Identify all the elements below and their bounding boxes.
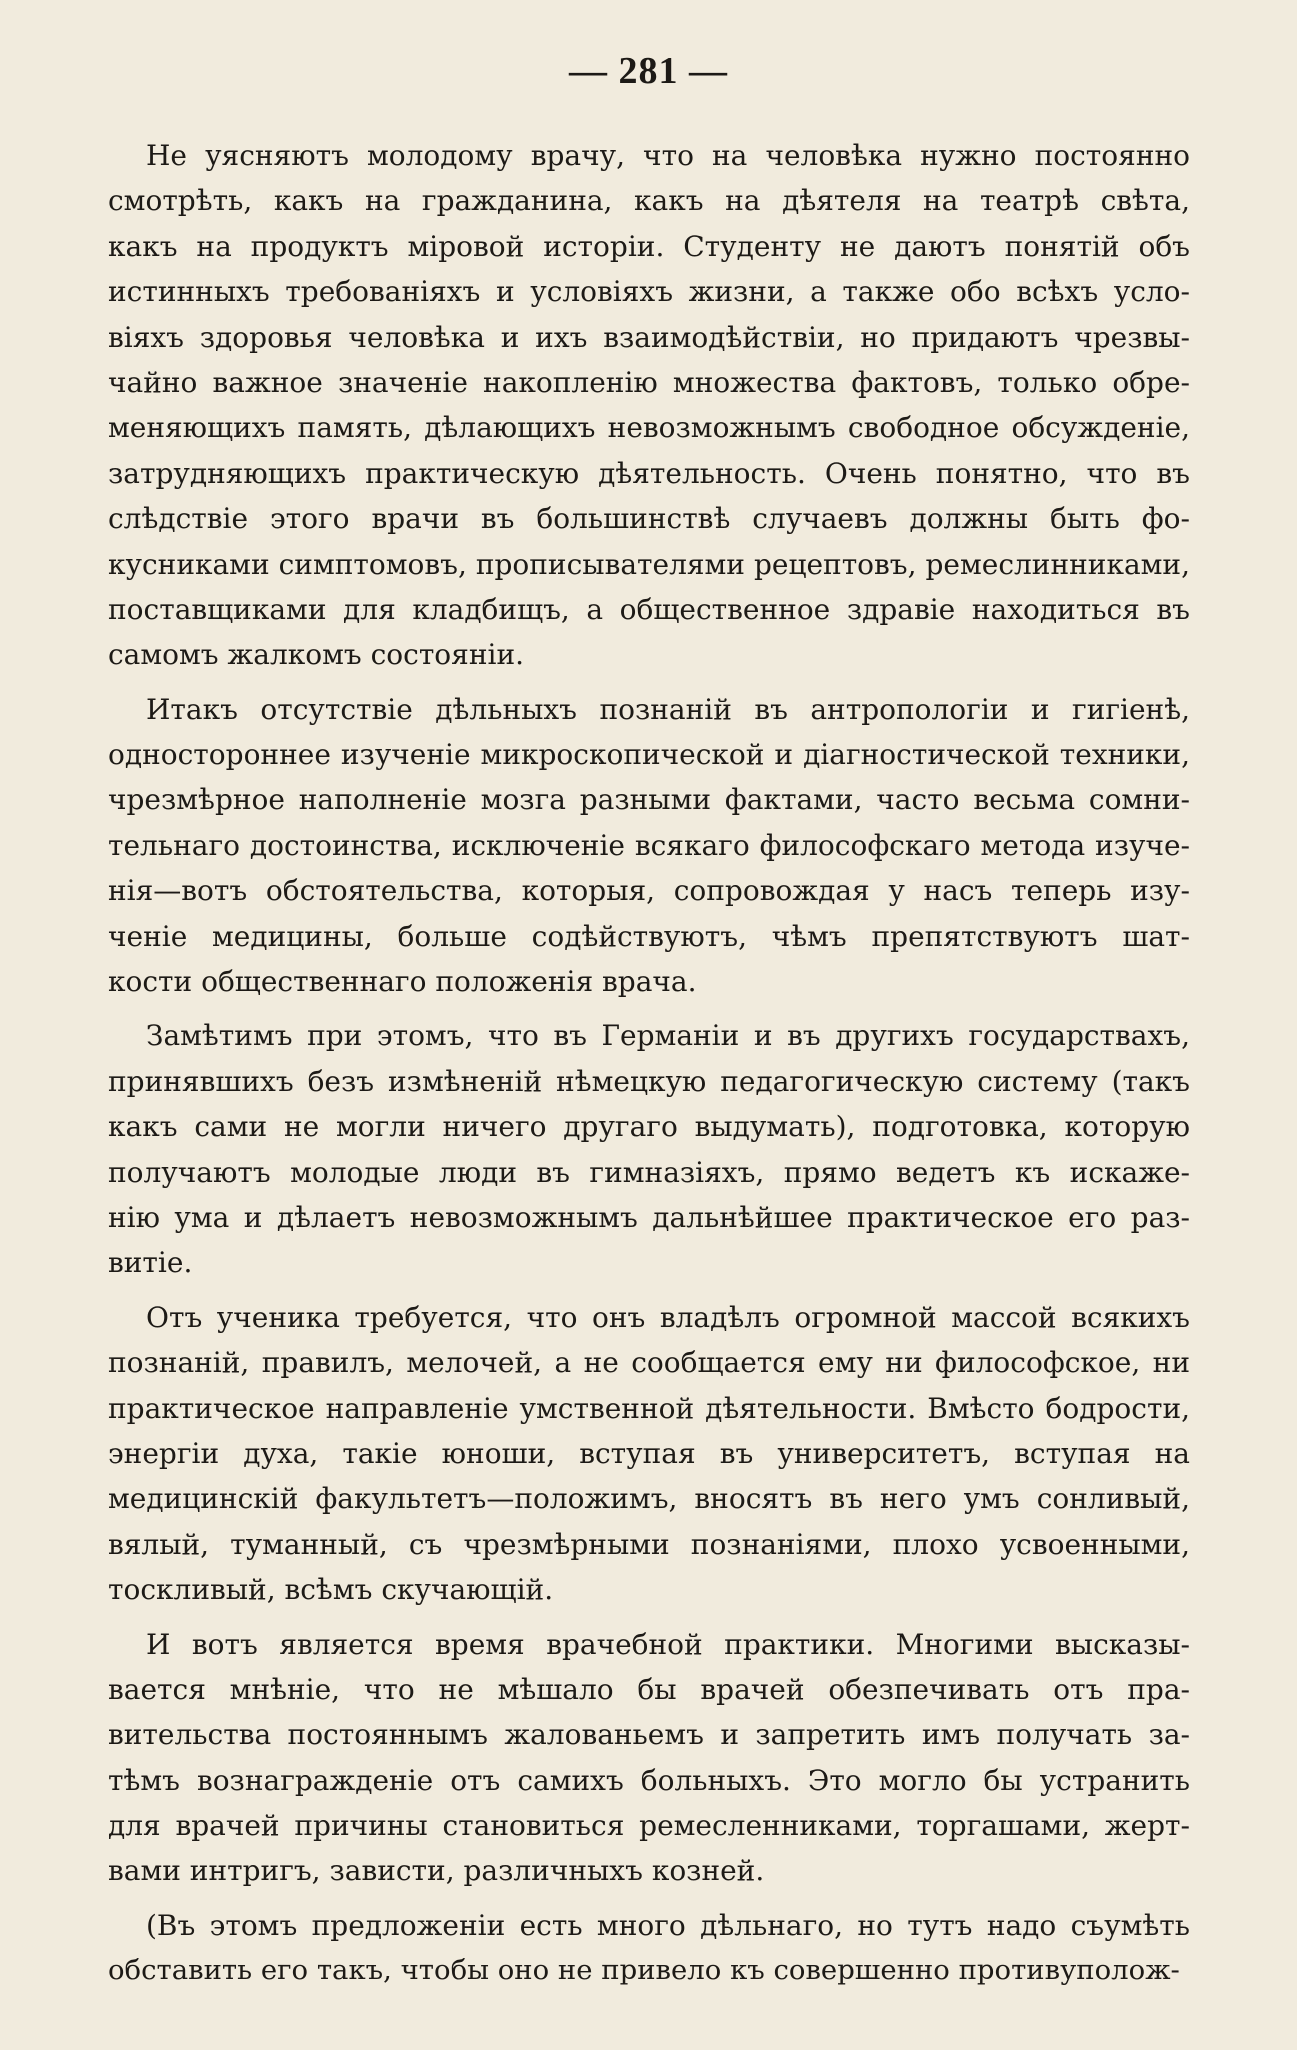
paragraph [108,1295,1190,1613]
text-line: віяхъ здоровья человѣка и ихъ взаимодѣйствіи, но придаютъ чрезвы- [108,320,1190,354]
text-line: И вотъ является время врачебной практики. Многими высказы- [146,1627,1190,1661]
text-line: познаній, правилъ, мелочей, а не сообщается ему ни философское, ни [108,1346,1190,1380]
text-line: нія—вотъ обстоятельства, которыя, сопровождая у насъ теперь изу- [108,874,1190,908]
text-line: ченіе медицины, больше содѣйствуютъ, чѣмъ препятствуютъ шат- [108,919,1190,953]
paragraph [108,1903,1190,1994]
text-line: получаютъ молодые люди въ гимназіяхъ, прямо ведетъ къ искаже- [108,1155,1190,1189]
text-line: вительства постояннымъ жалованьемъ и запретить имъ получать за- [108,1718,1190,1752]
text-line: тельнаго достоинства, исключеніе всякаго философскаго метода изуче- [108,828,1190,862]
paragraph [108,133,1190,678]
text-line: витіе. [108,1246,193,1280]
paragraph [108,1622,1190,1894]
text-line: тоскливый, всѣмъ скучающій. [108,1573,554,1607]
body-text [108,133,1190,2003]
text-line: для врачей причины становиться ремесленниками, торгашами, жерт- [108,1809,1190,1843]
text-line: нію ума и дѣлаетъ невозможнымъ дальнѣйшее практическое его раз- [108,1200,1190,1234]
text-line: чайно важное значеніе накопленію множества фактовъ, только обре- [108,365,1190,399]
page-number: — 281 — [569,50,728,92]
text-line: слѣдствіе этого врачи въ большинствѣ случаевъ должны быть фо- [108,502,1190,536]
text-line: истинныхъ требованіяхъ и условіяхъ жизни, а также обо всѣхъ усло- [108,275,1190,309]
text-line: (Въ этомъ предложеніи есть много дѣльнаго, но тутъ надо съумѣть [146,1908,1190,1942]
text-line: поставщиками для кладбищъ, а общественное здравіе находиться въ [108,592,1190,626]
paragraph [108,1013,1190,1285]
text-line: вами интригъ, зависти, различныхъ козней. [108,1854,765,1888]
text-line: Отъ ученика требуется, что онъ владѣлъ огромной массой всякихъ [146,1300,1190,1334]
text-line: кусниками симптомовъ, прописывателями рецептовъ, ремеслинниками, [108,547,1190,581]
text-line: вялый, туманный, съ чрезмѣрными познаніями, плохо усвоенными, [108,1527,1190,1561]
text-line: обставить его такъ, чтобы оно не привело къ совершенно противуполож- [108,1954,1180,1987]
text-line: одностороннее изученіе микроскопической и діагностической техники, [108,738,1190,772]
text-line: какъ сами не могли ничего другаго выдумать), подготовка, которую [108,1110,1190,1144]
text-line: принявшихъ безъ измѣненій нѣмецкую педагогическую систему (такъ [108,1064,1190,1098]
text-line: вается мнѣніе, что не мѣшало бы врачей обезпечивать отъ пра- [108,1672,1190,1706]
text-line: энергіи духа, такіе юноши, вступая въ университетъ, вступая на [108,1436,1190,1470]
text-line: Итакъ отсутствіе дѣльныхъ познаній въ антропологіи и гигіенѣ, [146,692,1190,726]
text-line: кости общественнаго положенія врача. [108,965,697,999]
text-line: какъ на продуктъ міровой исторіи. Студенту не даютъ понятій объ [108,229,1190,263]
text-line: Не уясняютъ молодому врачу, что на человѣка нужно постоянно [146,139,1190,172]
text-line: практическое направленіе умственной дѣятельности. Вмѣсто бодрости, [108,1391,1190,1425]
text-line: Замѣтимъ при этомъ, что въ Германіи и въ другихъ государствахъ, [146,1019,1190,1053]
text-line: меняющихъ память, дѣлающихъ невозможнымъ свободное обсужденіе, [108,411,1190,445]
text-line: смотрѣть, какъ на гражданина, какъ на дѣятеля на театрѣ свѣта, [108,184,1190,218]
text-line: чрезмѣрное наполненіе мозга разными фактами, часто весьма сомни- [108,783,1190,817]
text-line: затрудняющихъ практическую дѣятельность. Очень понятно, что въ [108,456,1190,490]
text-line: самомъ жалкомъ состояніи. [108,638,525,672]
text-line: медицинскій факультетъ—положимъ, вносятъ въ него умъ сонливый, [108,1482,1190,1516]
text-line: тѣмъ вознагражденіе отъ самихъ больныхъ. Это могло бы устранить [108,1763,1190,1797]
paragraph [108,687,1190,1005]
